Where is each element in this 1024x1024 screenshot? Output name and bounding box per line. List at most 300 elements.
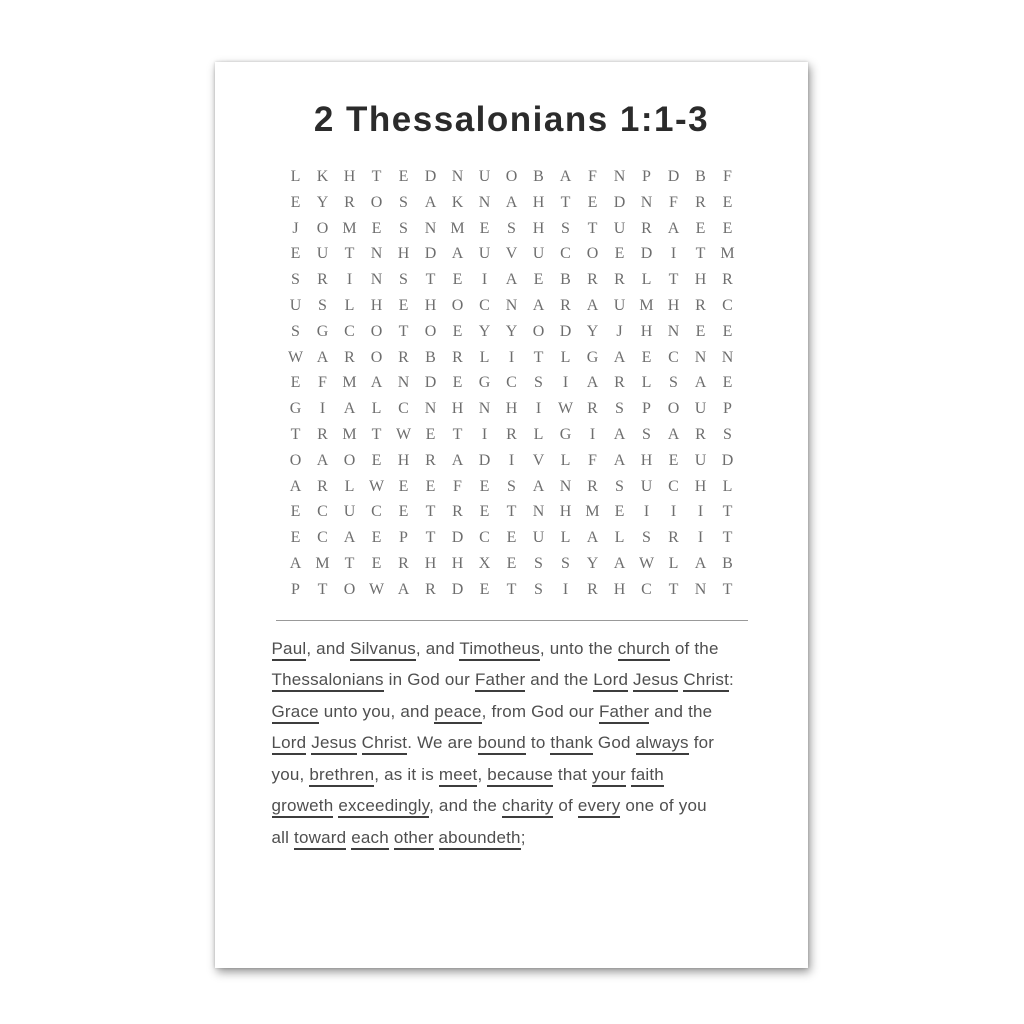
grid-cell: C: [344, 322, 355, 340]
grid-cell: C: [317, 503, 328, 521]
grid-cell: I: [589, 425, 596, 443]
search-word: Lord: [272, 733, 307, 755]
grid-cell: L: [344, 296, 355, 314]
grid-cell: N: [694, 348, 707, 366]
grid-cell: G: [478, 374, 491, 392]
grid-cell: H: [532, 219, 545, 237]
search-word: brethren: [309, 765, 374, 787]
grid-cell: R: [317, 425, 328, 443]
grid-cell: G: [559, 425, 572, 443]
grid-cell: I: [508, 348, 515, 366]
passage-line: [272, 790, 752, 822]
grid-cell: T: [290, 425, 301, 443]
grid-cell: D: [721, 451, 734, 469]
grid-cell: C: [722, 296, 733, 314]
grid-cell: A: [613, 554, 626, 572]
grid-cell: N: [694, 580, 707, 598]
grid-cell: A: [343, 529, 356, 547]
grid-cell: O: [424, 322, 437, 340]
search-word: Thessalonians: [272, 670, 384, 692]
grid-cell: O: [289, 451, 302, 469]
grid-cell: E: [452, 374, 463, 392]
grid-cell: T: [722, 529, 733, 547]
grid-cell: D: [613, 193, 626, 211]
grid-cell: R: [398, 348, 409, 366]
grid-cell: E: [452, 322, 463, 340]
grid-cell: H: [397, 451, 410, 469]
grid-cell: O: [667, 400, 680, 418]
grid-cell: N: [397, 374, 410, 392]
grid-cell: M: [450, 219, 465, 237]
passage-text: you,: [271, 764, 310, 784]
grid-cell: E: [398, 296, 409, 314]
grid-cell: D: [424, 168, 437, 185]
grid-cell: L: [560, 451, 571, 469]
grid-cell: R: [722, 271, 733, 289]
search-word: charity: [502, 796, 553, 818]
grid-cell: A: [613, 425, 626, 443]
grid-cell: A: [289, 554, 302, 572]
grid-cell: M: [720, 245, 735, 263]
grid-cell: P: [399, 529, 408, 547]
grid-cell: D: [424, 245, 437, 263]
grid-cell: L: [641, 374, 652, 392]
grid-cell: I: [481, 271, 488, 289]
grid-cell: D: [424, 374, 437, 392]
grid-row: [282, 525, 741, 551]
grid-cell: G: [586, 348, 599, 366]
search-word: bound: [478, 733, 526, 755]
grid-cell: R: [614, 271, 625, 289]
grid-cell: R: [695, 296, 706, 314]
grid-cell: S: [723, 425, 732, 443]
passage: [272, 633, 752, 854]
passage-text: [357, 733, 362, 752]
passage-text: ;: [520, 827, 526, 847]
grid-cell: W: [557, 400, 574, 418]
grid-cell: I: [697, 529, 704, 547]
grid-cell: A: [424, 193, 437, 211]
grid-cell: C: [479, 529, 490, 547]
grid-cell: E: [668, 451, 679, 469]
grid-cell: E: [371, 554, 382, 572]
grid-cell: A: [505, 271, 518, 289]
search-word: church: [618, 639, 670, 661]
grid-cell: C: [668, 477, 679, 495]
grid-cell: E: [398, 477, 409, 495]
passage-text: that: [552, 764, 592, 784]
grid-cell: I: [508, 451, 515, 469]
grid-cell: E: [479, 580, 490, 598]
grid-cell: T: [668, 271, 679, 289]
grid-cell: N: [478, 400, 491, 418]
grid-cell: S: [642, 425, 651, 443]
letter-grid: [282, 164, 741, 603]
grid-cell: N: [667, 322, 680, 340]
grid-cell: M: [342, 374, 357, 392]
grid-cell: T: [317, 580, 328, 598]
grid-cell: S: [399, 271, 408, 289]
grid-cell: R: [425, 451, 436, 469]
search-word: other: [394, 828, 434, 850]
grid-cell: M: [342, 219, 357, 237]
grid-cell: I: [670, 503, 677, 521]
grid-cell: A: [586, 374, 599, 392]
grid-row: [282, 551, 741, 577]
grid-cell: E: [425, 477, 436, 495]
grid-cell: D: [451, 529, 464, 547]
passage-text: of the: [669, 638, 719, 658]
search-word: every: [578, 796, 621, 818]
grid-cell: L: [344, 477, 355, 495]
grid-cell: E: [587, 193, 598, 211]
grid-cell: S: [534, 554, 543, 572]
grid-cell: Y: [316, 193, 329, 211]
grid-cell: S: [291, 271, 300, 289]
grid-cell: E: [533, 271, 544, 289]
page-title: 2 Thessalonians 1:1-3: [313, 100, 710, 139]
grid-cell: E: [722, 374, 733, 392]
grid-cell: A: [397, 580, 410, 598]
grid-cell: N: [613, 168, 626, 185]
search-word: Lord: [593, 670, 628, 692]
grid-cell: T: [695, 245, 706, 263]
grid-cell: S: [615, 400, 624, 418]
grid-cell: R: [317, 477, 328, 495]
grid-row: [282, 499, 741, 525]
grid-row: [282, 267, 741, 293]
grid-cell: A: [316, 348, 329, 366]
passage-line: [272, 696, 752, 728]
grid-cell: A: [694, 554, 707, 572]
grid-cell: D: [478, 451, 491, 469]
grid-cell: H: [424, 296, 437, 314]
grid-cell: T: [344, 554, 355, 572]
grid-cell: I: [562, 374, 569, 392]
grid-cell: E: [425, 425, 436, 443]
grid-row: [282, 216, 741, 242]
search-word: your: [592, 765, 626, 787]
grid-cell: L: [533, 425, 544, 443]
grid-cell: L: [560, 529, 571, 547]
search-word: Grace: [272, 702, 319, 724]
grid-cell: B: [695, 168, 706, 185]
grid-cell: A: [586, 529, 599, 547]
passage-text: in God our: [383, 670, 475, 690]
grid-cell: R: [506, 425, 517, 443]
grid-cell: G: [289, 400, 302, 418]
grid-cell: J: [292, 219, 299, 237]
grid-cell: T: [425, 503, 436, 521]
grid-cell: I: [481, 425, 488, 443]
grid-cell: R: [614, 374, 625, 392]
grid-cell: A: [370, 374, 383, 392]
grid-cell: O: [343, 451, 356, 469]
grid-cell: S: [642, 529, 651, 547]
grid-cell: O: [451, 296, 464, 314]
grid-cell: O: [343, 580, 356, 598]
grid-row: [282, 370, 741, 396]
grid-cell: C: [641, 580, 652, 598]
grid-cell: E: [614, 503, 625, 521]
grid-cell: E: [722, 322, 733, 340]
grid-cell: H: [532, 193, 545, 211]
grid-cell: G: [316, 322, 329, 340]
search-word: peace: [434, 702, 481, 724]
grid-cell: E: [290, 193, 301, 211]
grid-cell: Y: [586, 322, 599, 340]
grid-cell: V: [532, 451, 545, 469]
grid-cell: N: [370, 245, 383, 263]
grid-row: [282, 577, 741, 603]
grid-cell: W: [395, 425, 412, 443]
grid-cell: B: [425, 348, 436, 366]
grid-cell: C: [668, 348, 679, 366]
grid-cell: N: [424, 219, 437, 237]
grid-cell: F: [588, 168, 597, 185]
passage-text: to: [525, 733, 551, 753]
passage-text: . We are: [407, 733, 478, 753]
grid-cell: O: [370, 322, 383, 340]
grid-cell: B: [533, 168, 544, 185]
grid-cell: T: [506, 580, 517, 598]
grid-cell: T: [371, 168, 382, 185]
grid-cell: N: [559, 477, 572, 495]
grid-cell: F: [318, 374, 327, 392]
passage-text: , and: [306, 638, 351, 658]
grid-cell: K: [451, 193, 464, 211]
grid-cell: N: [505, 296, 518, 314]
grid-cell: N: [478, 193, 491, 211]
grid-cell: O: [586, 245, 599, 263]
passage-text: all: [271, 827, 295, 847]
passage-text: and the: [649, 701, 713, 721]
grid-cell: I: [697, 503, 704, 521]
grid-cell: E: [290, 374, 301, 392]
grid-cell: S: [399, 193, 408, 211]
grid-cell: T: [371, 425, 382, 443]
grid-cell: T: [506, 503, 517, 521]
grid-cell: E: [641, 348, 652, 366]
grid-cell: J: [616, 322, 623, 340]
search-word: because: [487, 765, 553, 787]
grid-cell: T: [668, 580, 679, 598]
grid-cell: R: [695, 425, 706, 443]
grid-cell: N: [640, 193, 653, 211]
grid-cell: H: [640, 451, 653, 469]
search-word: each: [351, 828, 389, 850]
grid-cell: E: [398, 503, 409, 521]
grid-cell: F: [723, 168, 732, 185]
grid-cell: A: [586, 296, 599, 314]
grid-cell: H: [424, 554, 437, 572]
grid-cell: Y: [586, 554, 599, 572]
grid-cell: L: [722, 477, 733, 495]
grid-cell: H: [640, 322, 653, 340]
grid-cell: A: [613, 451, 626, 469]
grid-cell: D: [667, 168, 680, 185]
grid-row: [282, 396, 741, 422]
grid-cell: U: [478, 168, 491, 185]
grid-cell: C: [317, 529, 328, 547]
grid-cell: T: [425, 529, 436, 547]
grid-cell: W: [368, 477, 385, 495]
grid-cell: S: [291, 322, 300, 340]
grid-row: [282, 345, 741, 371]
grid-cell: R: [668, 529, 679, 547]
grid-cell: O: [316, 219, 329, 237]
grid-row: [282, 241, 741, 267]
search-word: aboundeth: [439, 828, 521, 850]
grid-cell: P: [723, 400, 732, 418]
grid-cell: A: [289, 477, 302, 495]
grid-cell: A: [694, 374, 707, 392]
grid-cell: O: [532, 322, 545, 340]
grid-cell: A: [316, 451, 329, 469]
grid-cell: R: [560, 296, 571, 314]
grid-cell: H: [613, 580, 626, 598]
passage-text: and the: [525, 670, 594, 690]
grid-cell: P: [642, 400, 651, 418]
search-word: faith: [631, 765, 664, 787]
grid-cell: O: [505, 168, 518, 185]
grid-cell: M: [342, 425, 357, 443]
grid-cell: F: [453, 477, 462, 495]
grid-cell: V: [505, 245, 518, 263]
grid-cell: F: [669, 193, 678, 211]
grid-cell: L: [641, 271, 652, 289]
grid-cell: E: [479, 503, 490, 521]
grid-cell: U: [613, 219, 626, 237]
grid-cell: C: [506, 374, 517, 392]
passage-text: of: [553, 796, 578, 816]
grid-cell: E: [371, 219, 382, 237]
grid-cell: T: [398, 322, 409, 340]
search-word: always: [636, 733, 689, 755]
grid-cell: U: [694, 451, 707, 469]
grid-cell: T: [587, 219, 598, 237]
grid-cell: W: [287, 348, 304, 366]
grid-cell: I: [670, 245, 677, 263]
passage-text: God: [593, 733, 636, 753]
grid-cell: C: [560, 245, 571, 263]
grid-cell: L: [479, 348, 490, 366]
grid-cell: E: [506, 529, 517, 547]
grid-cell: E: [371, 529, 382, 547]
passage-line: [272, 664, 752, 696]
grid-cell: T: [722, 580, 733, 598]
grid-cell: T: [560, 193, 571, 211]
grid-cell: I: [319, 400, 326, 418]
grid-cell: E: [614, 245, 625, 263]
search-word: Father: [599, 702, 649, 724]
grid-cell: A: [451, 451, 464, 469]
grid-cell: E: [290, 503, 301, 521]
grid-cell: R: [587, 400, 598, 418]
grid-cell: A: [613, 348, 626, 366]
passage-line: [272, 822, 752, 854]
search-word: Paul: [272, 639, 307, 661]
search-word: Silvanus: [350, 639, 416, 661]
grid-cell: S: [534, 374, 543, 392]
grid-cell: R: [317, 271, 328, 289]
passage-text: , unto the: [539, 638, 618, 658]
search-word: Christ: [683, 670, 729, 692]
grid-cell: P: [291, 580, 300, 598]
search-word: thank: [550, 733, 593, 755]
grid-cell: H: [559, 503, 572, 521]
grid-cell: U: [640, 477, 653, 495]
search-word: exceedingly: [338, 796, 429, 818]
grid-row: [282, 422, 741, 448]
grid-cell: C: [398, 400, 409, 418]
divider: [276, 620, 748, 621]
grid-cell: H: [343, 168, 356, 185]
grid-row: [282, 448, 741, 474]
grid-cell: I: [643, 503, 650, 521]
grid-cell: S: [399, 219, 408, 237]
grid-cell: L: [560, 348, 571, 366]
passage-text: :: [729, 670, 734, 690]
grid-cell: R: [641, 219, 652, 237]
grid-cell: U: [532, 529, 545, 547]
grid-cell: C: [371, 503, 382, 521]
grid-cell: M: [639, 296, 654, 314]
grid-cell: S: [507, 477, 516, 495]
grid-cell: K: [316, 168, 329, 185]
grid-cell: O: [370, 348, 383, 366]
grid-cell: A: [505, 193, 518, 211]
grid-cell: H: [694, 271, 707, 289]
passage-text: unto you, and: [318, 701, 435, 721]
grid-cell: P: [642, 168, 651, 185]
grid-cell: D: [640, 245, 653, 263]
grid-row: [282, 319, 741, 345]
grid-cell: E: [479, 477, 490, 495]
grid-cell: U: [289, 296, 302, 314]
passage-text: , and the: [429, 796, 502, 816]
grid-cell: M: [585, 503, 600, 521]
search-word: meet: [439, 765, 478, 787]
grid-cell: A: [451, 245, 464, 263]
grid-cell: S: [669, 374, 678, 392]
grid-cell: S: [507, 219, 516, 237]
grid-cell: R: [695, 193, 706, 211]
grid-cell: A: [343, 400, 356, 418]
grid-cell: I: [346, 271, 353, 289]
passage-text: for: [688, 733, 715, 753]
passage-text: , as it is: [374, 764, 439, 784]
grid-cell: S: [561, 554, 570, 572]
grid-cell: H: [667, 296, 680, 314]
grid-cell: Y: [478, 322, 491, 340]
grid-cell: S: [318, 296, 327, 314]
grid-cell: E: [695, 219, 706, 237]
grid-cell: B: [722, 554, 733, 572]
passage-text: [434, 828, 439, 847]
search-word: groweth: [272, 796, 334, 818]
grid-cell: Y: [505, 322, 518, 340]
grid-cell: H: [451, 554, 464, 572]
grid-row: [282, 164, 741, 190]
grid-cell: A: [559, 168, 572, 185]
grid-cell: S: [534, 580, 543, 598]
grid-cell: A: [667, 425, 680, 443]
grid-cell: R: [344, 193, 355, 211]
grid-cell: E: [371, 451, 382, 469]
grid-cell: E: [695, 322, 706, 340]
worksheet-page: [215, 62, 808, 968]
